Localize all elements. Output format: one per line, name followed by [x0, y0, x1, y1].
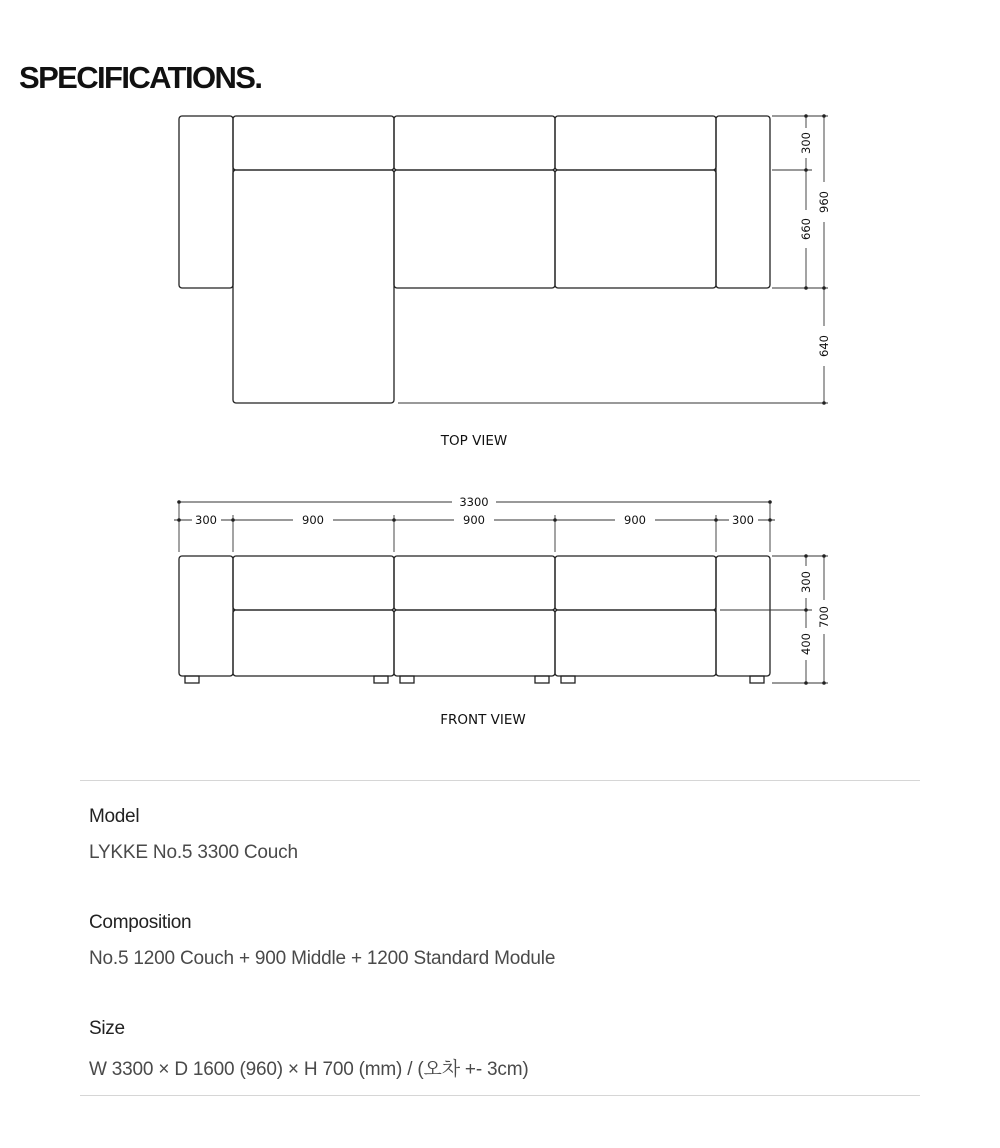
front-back-2 — [394, 556, 555, 610]
backrest-outline-3 — [555, 116, 716, 170]
spec-label: Size — [89, 1018, 125, 1039]
leg — [535, 676, 549, 683]
spec-label: Composition — [89, 912, 192, 933]
top-view-diagram — [179, 116, 770, 403]
dim-total-width: 3300 — [459, 495, 489, 509]
front-right-arm — [716, 556, 770, 676]
front-seat-1 — [233, 610, 394, 676]
dim-chaise-ext: 640 — [817, 335, 831, 357]
dim-total-height: 700 — [817, 606, 831, 628]
divider-bottom — [80, 1095, 920, 1096]
dim-module-2: 900 — [463, 513, 485, 527]
divider-top — [80, 780, 920, 781]
dim-back-height: 300 — [799, 571, 813, 593]
front-view-diagram — [179, 556, 770, 683]
front-view-label: FRONT VIEW — [440, 712, 526, 728]
spec-value: W 3300 × D 1600 (960) × H 700 (mm) / (오차 +- 3cm) — [89, 1059, 529, 1080]
leg — [185, 676, 199, 683]
backrest-outline-1 — [233, 116, 394, 170]
front-back-1 — [233, 556, 394, 610]
dimension-dots — [177, 114, 826, 685]
front-back-3 — [555, 556, 716, 610]
leg — [561, 676, 575, 683]
chaise-seat-outline — [233, 170, 394, 403]
top-view-label: TOP VIEW — [440, 433, 508, 449]
dim-total-depth: 960 — [817, 191, 831, 213]
page-title: SPECIFICATIONS. — [19, 60, 262, 95]
dim-back-depth: 300 — [799, 132, 813, 154]
dim-seat-depth: 660 — [799, 218, 813, 240]
spec-size — [89, 1018, 528, 1081]
leg — [374, 676, 388, 683]
seat-outline-3 — [555, 170, 716, 288]
spec-model — [89, 806, 298, 864]
front-seat-3 — [555, 610, 716, 676]
dimension-lines — [174, 116, 828, 683]
seat-outline-2 — [394, 170, 555, 288]
spec-value: LYKKE No.5 3300 Couch — [89, 842, 298, 863]
front-left-arm — [179, 556, 233, 676]
front-seat-2 — [394, 610, 555, 676]
dim-left-arm: 300 — [195, 513, 217, 527]
right-arm-outline — [716, 116, 770, 288]
left-arm-outline — [179, 116, 233, 288]
dim-module-3: 900 — [624, 513, 646, 527]
spec-composition — [89, 912, 555, 970]
dim-module-1: 900 — [302, 513, 324, 527]
backrest-outline-2 — [394, 116, 555, 170]
dim-right-arm: 300 — [732, 513, 754, 527]
leg — [400, 676, 414, 683]
spec-value: No.5 1200 Couch + 900 Middle + 1200 Standard Module — [89, 948, 556, 969]
spec-label: Model — [89, 806, 140, 827]
leg — [750, 676, 764, 683]
dim-seat-height: 400 — [799, 633, 813, 655]
